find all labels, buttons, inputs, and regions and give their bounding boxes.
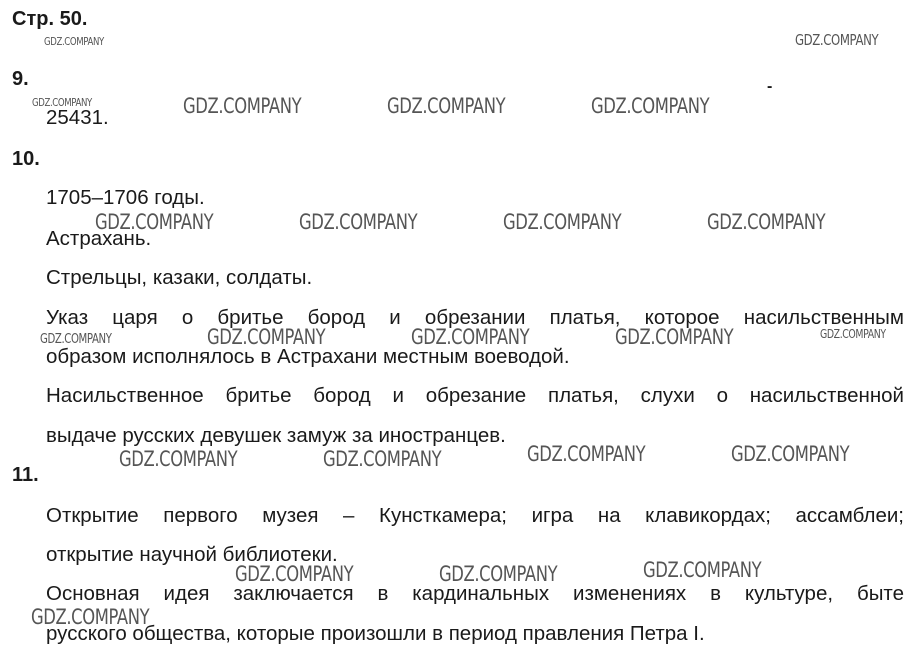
task-10-line-2: Астрахань.	[46, 227, 152, 250]
task-number-9: 9.	[12, 68, 29, 90]
task-number-11: 11.	[12, 464, 39, 486]
task-10-line-4: Указ царя о бритье бород и обрезании платья, которое насильственным	[46, 306, 904, 329]
watermark: GDZ.COMPANY	[591, 94, 710, 118]
task-11-line-2: открытие научной библиотеки.	[46, 543, 338, 566]
watermark: GDZ.COMPANY	[44, 35, 104, 48]
watermark: GDZ.COMPANY	[439, 562, 558, 586]
watermark: GDZ.COMPANY	[411, 325, 530, 349]
watermark: GDZ.COMPANY	[323, 447, 442, 471]
watermark: GDZ.COMPANY	[207, 325, 326, 349]
watermark: GDZ.COMPANY	[31, 605, 150, 629]
task-9-answer: 25431.	[46, 106, 109, 129]
watermark: GDZ.COMPANY	[820, 327, 886, 341]
task-number-10: 10.	[12, 148, 40, 170]
watermark: GDZ.COMPANY	[527, 442, 646, 466]
watermark: GDZ.COMPANY	[503, 210, 622, 234]
task-10-line-5: образом исполнялось в Астрахани местным воеводой.	[46, 345, 570, 368]
task-11-line-4: русского общества, которые произошли в период правления Петра I.	[46, 622, 705, 645]
task-11-line-1: Открытие первого музея – Кунсткамера; игра на клавикордах; ассамблеи;	[46, 504, 904, 527]
watermark: GDZ.COMPANY	[95, 210, 214, 234]
watermark: GDZ.COMPANY	[183, 94, 302, 118]
task-10-line-3: Стрельцы, казаки, солдаты.	[46, 266, 313, 289]
watermark: GDZ.COMPANY	[32, 96, 92, 109]
watermark: GDZ.COMPANY	[235, 562, 354, 586]
watermark: GDZ.COMPANY	[643, 558, 762, 582]
watermark: GDZ.COMPANY	[731, 442, 850, 466]
watermark: GDZ.COMPANY	[387, 94, 506, 118]
page-title: Стр. 50.	[12, 8, 88, 30]
watermark: GDZ.COMPANY	[615, 325, 734, 349]
watermark: GDZ.COMPANY	[40, 332, 112, 347]
stray-dash-mark: -	[767, 78, 773, 95]
task-10-line-6: Насильственное бритье бород и обрезание платья, слухи о насильственной	[46, 384, 904, 407]
task-10-line-1: 1705–1706 годы.	[46, 186, 205, 209]
watermark: GDZ.COMPANY	[795, 31, 879, 49]
watermark: GDZ.COMPANY	[299, 210, 418, 234]
watermark: GDZ.COMPANY	[119, 447, 238, 471]
task-11-line-3: Основная идея заключается в кардинальных изменениях в культуре, быте	[46, 582, 904, 605]
task-10-line-7: выдаче русских девушек замуж за иностранцев.	[46, 424, 506, 447]
watermark: GDZ.COMPANY	[707, 210, 826, 234]
